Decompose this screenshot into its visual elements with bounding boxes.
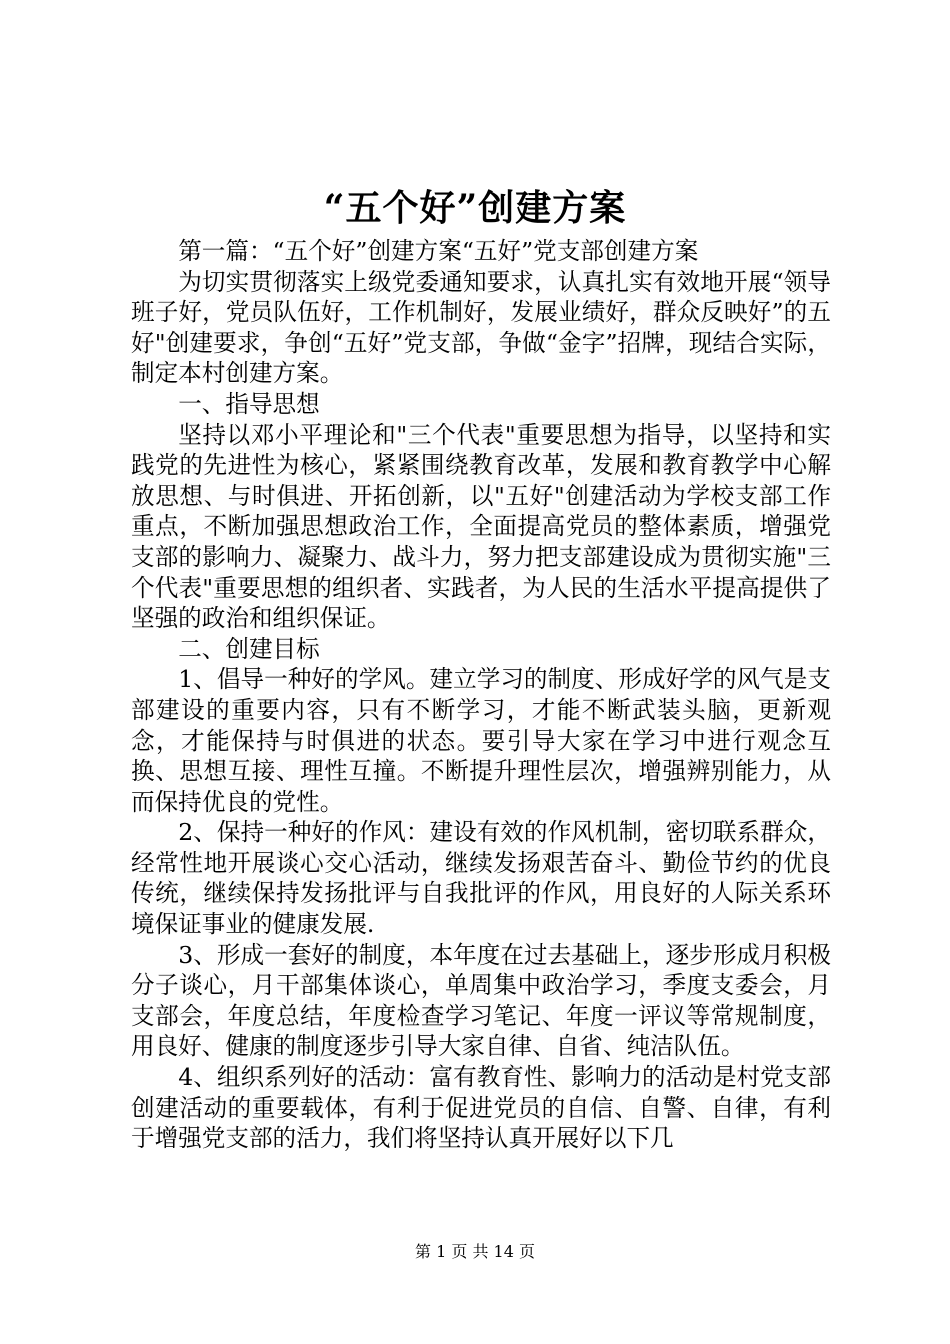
paragraph-goal-1: 1、倡导一种好的学风。建立学习的制度、形成好学的风气是支部建设的重要内容，只有不断学习，才能不断武装头脑，更新观念，才能保持与时俱进的状态。要引导大家在学习中进行观念互换、思想互接、理性互撞。不断提升理性层次，增强辨别能力，从而保持优良的党性。	[131, 665, 831, 816]
paragraph-goal-4: 4、组织系列好的活动：富有教育性、影响力的活动是村党支部创建活动的重要载体，有利于促进党员的自信、自警、自律，有利于增强党支部的活力，我们将坚持认真开展好以下几	[131, 1063, 831, 1153]
section-heading-guiding-ideology: 一、指导思想	[178, 389, 320, 418]
section-heading-goals: 二、创建目标	[178, 634, 320, 663]
paragraph-goal-3: 3、形成一套好的制度，本年度在过去基础上，逐步形成月积极分子谈心，月干部集体谈心，单周集中政治学习，季度支委会，月支部会，年度总结，年度检查学习笔记、年度一评议等常规制度，用良好、健康的制度逐步引导大家自律、自省、纯洁队伍。	[131, 940, 831, 1061]
document-title: “五个好”创建方案	[323, 187, 627, 229]
paragraph-guiding-ideology: 坚持以邓小平理论和"三个代表"重要思想为指导，以坚持和实践党的先进性为核心，紧紧围绕教育改革，发展和教育教学中心解放思想、与时俱进、开拓创新，以"五好"创建活动为学校支部工作重点，不断加强思想政治工作，全面提高党员的整体素质，增强党支部的影响力、凝聚力、战斗力，努力把支部建设成为贯彻实施"三个代表"重要思想的组织者、实践者，为人民的生活水平提高提供了坚强的政治和组织保证。	[131, 420, 831, 633]
document-body	[131, 236, 831, 1154]
paragraph-goal-2: 2、保持一种好的作风：建设有效的作风机制，密切联系群众，经常性地开展谈心交心活动，继续发扬艰苦奋斗、勤俭节约的优良传统，继续保持发扬批评与自我批评的作风，用良好的人际关系环境保证事业的健康发展.	[131, 818, 831, 939]
page-footer: 第 1 页 共 14 页	[415, 1242, 535, 1261]
paragraph-intro: 为切实贯彻落实上级党委通知要求，认真扎实有效地开展“领导班子好，党员队伍好，工作机制好，发展业绩好，群众反映好”的五好"创建要求，争创“五好”党支部，争做“金字”招牌，现结合实际，制定本村创建方案。	[131, 267, 831, 388]
paragraph-subtitle: 第一篇：“五个好”创建方案“五好”党支部创建方案	[178, 237, 699, 265]
